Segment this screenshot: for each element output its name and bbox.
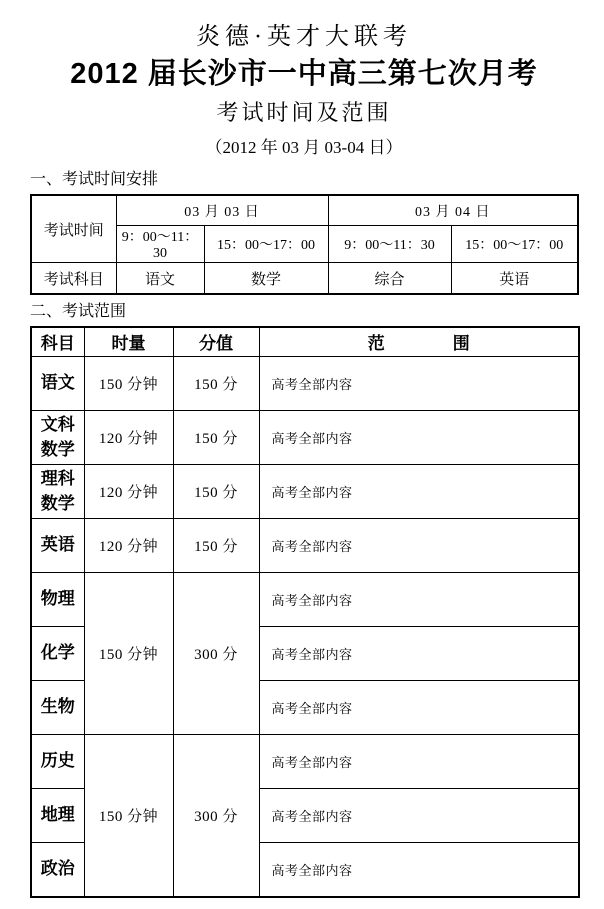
score-cell-liberal-combined: 300 分 (173, 735, 259, 897)
scope-cell: 高考全部内容 (259, 519, 579, 573)
session-subject-day1-am: 语文 (116, 262, 204, 294)
subject-cell: 生物 (31, 681, 84, 735)
brand-title: 炎德·英才大联考 (196, 24, 412, 50)
subtitle: 考试时间及范围 (216, 100, 392, 126)
score-cell-science-combined: 300 分 (173, 573, 259, 735)
scope-row-physics (31, 573, 579, 627)
subject-cell: 化学 (31, 627, 84, 681)
scope-cell: 高考全部内容 (259, 735, 579, 789)
scope-cell: 高考全部内容 (259, 681, 579, 735)
score-cell: 150 分 (173, 519, 259, 573)
duration-column-header: 时量 (84, 327, 173, 357)
session-subject-day1-pm: 数学 (204, 262, 328, 294)
subject-cell: 历史 (31, 735, 84, 789)
score-column-header: 分值 (173, 327, 259, 357)
score-cell: 150 分 (173, 357, 259, 411)
section-1-heading: 一、考试时间安排 (30, 171, 159, 189)
subject-cell: 语文 (31, 357, 84, 411)
scope-row-arts-math (31, 411, 579, 465)
scope-cell: 高考全部内容 (259, 789, 579, 843)
subject-column-header: 科目 (31, 327, 84, 357)
duration-cell: 120 分钟 (84, 519, 173, 573)
subject-cell: 英语 (31, 519, 84, 573)
duration-cell: 120 分钟 (84, 411, 173, 465)
duration-cell-science-combined: 150 分钟 (84, 573, 173, 735)
main-title: 2012 届长沙市一中高三第七次月考 (70, 58, 538, 90)
scope-cell: 高考全部内容 (259, 411, 579, 465)
exam-time-label: 考试时间 (31, 195, 116, 262)
session-time-day2-pm: 15：00～17：00 (451, 225, 578, 262)
scope-row-science-math (31, 465, 579, 519)
date-header-day1: 03 月 03 日 (116, 195, 328, 225)
scope-cell: 高考全部内容 (259, 627, 579, 681)
session-subject-day2-am: 综合 (328, 262, 451, 294)
subject-cell: 政治 (31, 843, 84, 897)
scope-cell: 高考全部内容 (259, 465, 579, 519)
exam-scope-table (30, 326, 580, 898)
session-time-day1-am: 9：00～11：30 (116, 225, 204, 262)
date-range: （2012 年 03 月 03-04 日） (205, 137, 403, 157)
score-cell: 150 分 (173, 465, 259, 519)
scope-cell: 高考全部内容 (259, 357, 579, 411)
subject-cell: 理科数学 (31, 465, 84, 519)
exam-schedule-table (30, 194, 579, 295)
schedule-subject-row (31, 262, 578, 294)
score-cell: 150 分 (173, 411, 259, 465)
session-subject-day2-pm: 英语 (451, 262, 578, 294)
session-time-day1-pm: 15：00～17：00 (204, 225, 328, 262)
scope-row-english (31, 519, 579, 573)
scope-row-history (31, 735, 579, 789)
exam-subject-label: 考试科目 (31, 262, 116, 294)
scope-cell: 高考全部内容 (259, 573, 579, 627)
subject-cell: 地理 (31, 789, 84, 843)
scope-row-chinese (31, 357, 579, 411)
subject-cell: 物理 (31, 573, 84, 627)
duration-cell: 120 分钟 (84, 465, 173, 519)
scope-column-header: 范 围 (259, 327, 579, 357)
scope-header-row (31, 327, 579, 357)
duration-cell-liberal-combined: 150 分钟 (84, 735, 173, 897)
document-header (30, 22, 578, 158)
scope-cell: 高考全部内容 (259, 843, 579, 897)
section-2-heading: 二、考试范围 (30, 303, 127, 321)
schedule-date-row (31, 195, 578, 225)
duration-cell: 150 分钟 (84, 357, 173, 411)
subject-cell: 文科数学 (31, 411, 84, 465)
session-time-day2-am: 9：00～11：30 (328, 225, 451, 262)
date-header-day2: 03 月 04 日 (328, 195, 578, 225)
